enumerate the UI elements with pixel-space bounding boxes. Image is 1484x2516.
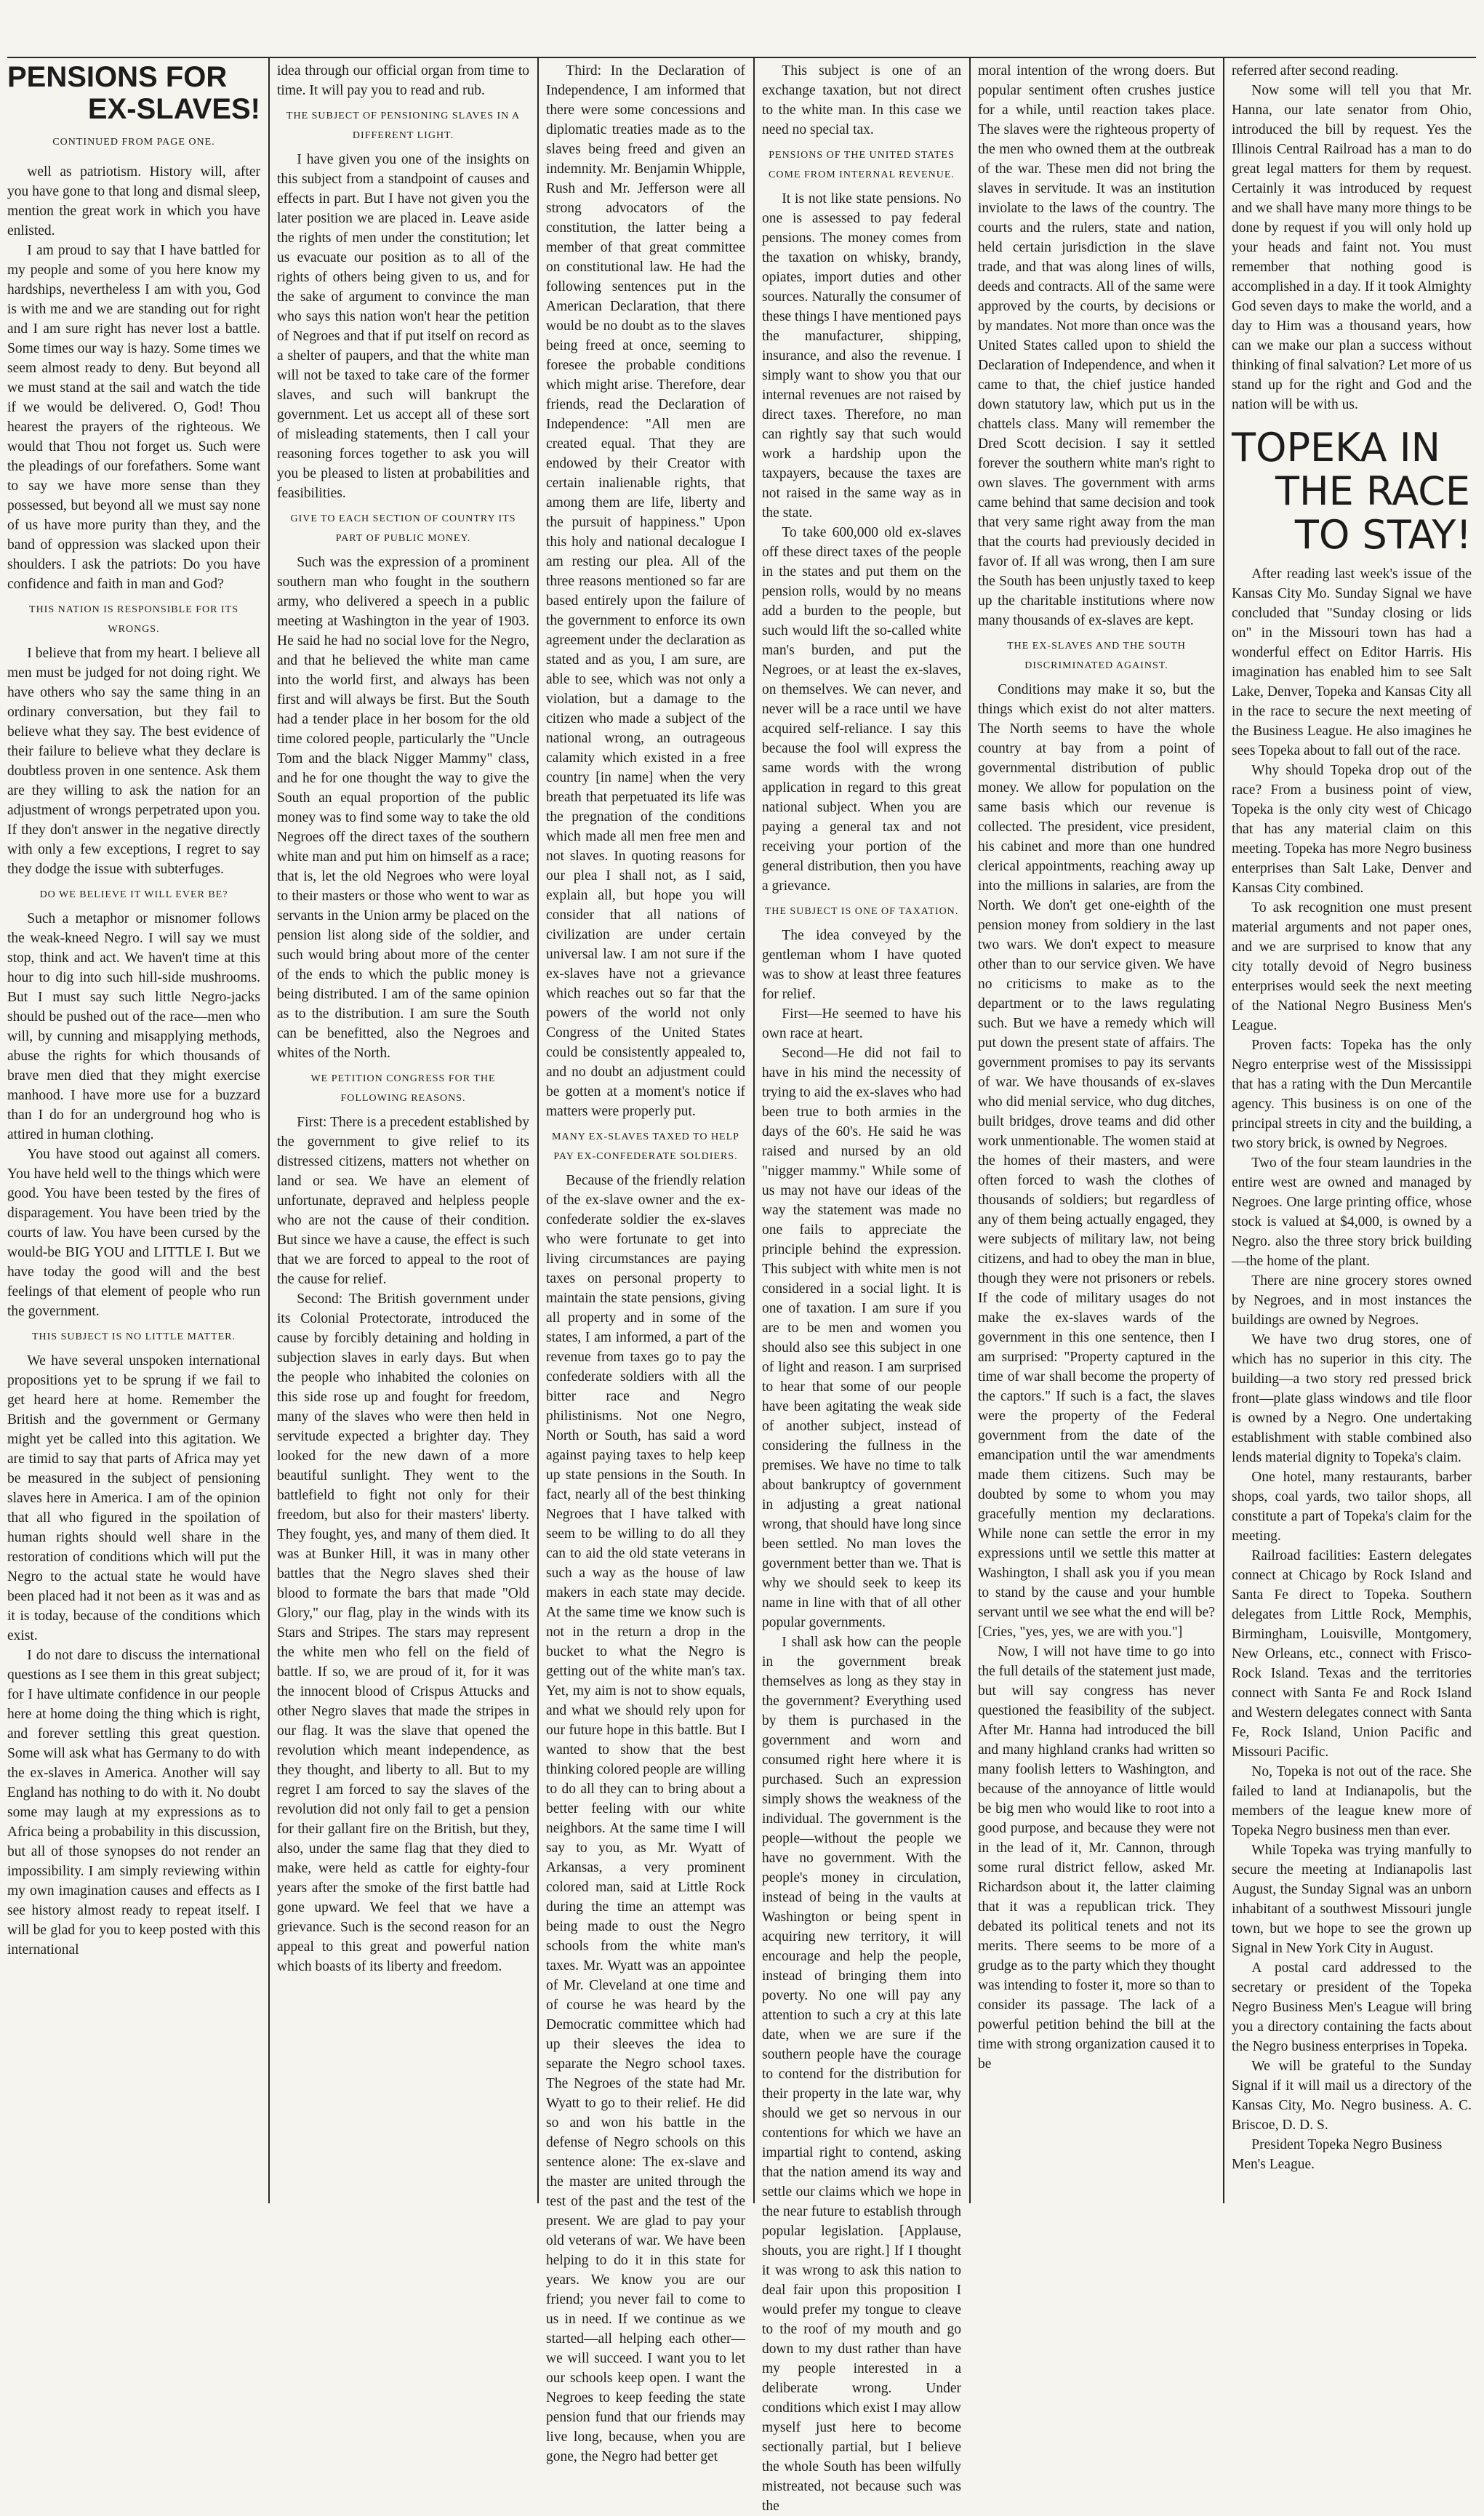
paragraph: I shall ask how can the people in the government break themselves as long as they stay in the government? Everything used by them is purchased in the government and worn and consumed right here where it is purchased. Such an expression simply shows the weakness of the individual. The government is the people—without the people we have no government. With the people's money in circulation, instead of being in the vaults at Washington or being spent in acquiring new territory, it will encourage and help the people, instead of bringing them into poverty. No one will pay any attention to such a cry at this late date, when we are sure if the southern people have the courage to contend for the distribution for their property in the late war, why should we get so nervous in our contentions for which we have an impartial right to contend, asking that the nation amend its way and settle our claims which we hope in the near future to establish through popular legislation. [Applause, shouts, you are right.] If I thought it was wrong to ask this nation to deal fair upon this proposition I would prefer my tongue to cleave to the roof of my mouth and go down to my dust rather than have my people interested in a deliberate wrong. Under conditions which exist I may allow myself just here to become sectionally partial, but I believe the whole South has been wilfully mistreated, not because such was the [762,1635,961,2514]
paragraph: First: There is a precedent established by the government to give relief to its distressed citizens, matters not whether on land or sea. We have an element of unfortunate, depraved and helpless people who are not the cause of their condition. But since we have a cause, the effect is such that we are forced to appeal to the root of the cause for relief. [277,1115,529,1287]
headline-topeka-in: TOPEKA IN [1232,425,1441,470]
column-3 [539,61,753,2464]
paragraph: well as patriotism. History will, after you have gone to that long and dismal sleep, mention the great work in which you have enlisted. [7,164,260,239]
column-6 [1224,61,1479,2199]
paragraph: While Topeka was trying manfully to secure the meeting at Indianapolis last August, the Sunday Signal was an unborn inhabitant of a southwest Missouri jungle town, but we hope to see the grown up Signal in New York City in August. [1232,1843,1472,1956]
paragraph: No, Topeka is not out of the race. She failed to land at Indianapolis, but the members of the league knew more of Topeka Negro business men than ever. [1232,1764,1472,1838]
paragraph: Now, I will not have time to go into the full details of the statement just made, but will say congress has never questioned the feasibility of the subject. After Mr. Hanna had introduced the bill and many highland cranks had written so many foolish letters to Washington, and because of the annoyance of little would be big men who would like to root into a good purpose, and because they were not in the lead of it, Mr. Cannon, through some rural district fellow, asked Mr. Richardson about it, the latter claiming that it was a republican trick. They debated its political tenets and not its merits. There seems to be more of a grudge as to the party which they thought was intending to foster it, more so than to consider its passage. The lack of a powerful petition behind the bill at the time with strong organization caused it to be [978,1644,1215,2072]
paragraph: I believe that from my heart. I believe all men must be judged for not doing right. We have others who say the same thing in an ordinary conversation, but they fail to believe what they say. The best evidence of their failure to believe what they declare is doubtless proven in one sentence. Ask them are they willing to ask the nation for an adjustment of wrongs perpetrated upon you. If they don't answer in the negative directly with only a few exceptions, I regret to say they dodge the issue with subterfuges. [7,646,260,877]
paragraph: Proven facts: Topeka has the only Negro enterprise west of the Mississippi that has a rating with the Dun Mercantile agency. This business is on one of the principal streets in city and the building, a two story brick, is owned by Negroes. [1232,1038,1472,1151]
headline-the-race: THE RACE [1275,468,1471,514]
headline-ex-slaves: EX-SLAVES! [87,93,260,125]
paragraph: This subject is one of an exchange taxation, but not direct to the white man. In this case we need no special tax. [762,63,961,137]
paragraph: To ask recognition one must present material arguments and not paper ones, and we are surprised to know that any city totally devoid of Negro business enterprises would seek the next meeting of the National Negro Business Men's League. [1232,900,1472,1033]
paragraph: Now some will tell you that Mr. Hanna, our late senator from Ohio, introduced the bill by request. Yes the Illinois Central Railroad has a man to do great legal matters for them by request. Certainly it was introduced by request and we shall have many more things to be done by request if you will only hold up your heads and faint not. You must remember that nothing good is accomplished in a day. If it took Almighty God seven days to make the world, and a day to Him was a thousand years, how can we make our plan a success without thinking of final salvation? Let more of us stand up for the right and God and the nation will be with us. [1232,83,1472,412]
column-4 [755,61,968,2514]
subheading: DO WE BELIEVE IT WILL EVER BE? [39,889,228,900]
paragraph: To take 600,000 old ex-slaves off these direct taxes of the people in the states and put them on the pension rolls, would by no means add a burden to the people, but such would lift the so-called white man's burden, and put the Negroes, or at least the ex-slaves, on themselves. We can never, and never will be a race until we have acquired self-reliance. I say this because the fool will express the same words with the wrong application in regard to this great national subject. When you are paying a general tax and not receiving your portion of the general distribution, then you have a grievance. [762,525,961,894]
paragraph: Because of the friendly relation of the ex-slave owner and the ex-confederate soldier the ex-slaves who were fortunate to get into living circumstances are paying taxes on personal property to maintain the state pensions, giving all property and in some of the states, I am informed, a part of the revenue from taxes go to pay the confederate soldiers with all the bitter race and Negro philistinisms. Not one Negro, North or South, has said a word against paying taxes to help keep up state pensions in the South. In fact, nearly all of the best thinking Negroes that I have talked with seem to be willing to do all they can to aid the old state veterans in such a way as the house of law makers in each state may decide. At the same time we know such is not in the return a drop in the bucket to what the Negro is getting out of the white man's tax. Yet, my aim is not to show equals, and what we should rely upon for our future hope in this battle. But I wanted to show that the best thinking colored people are willing to do all they can to bring about a better feeling with our white neighbors. At the same time I will say to you, as Mr. Wyatt of Arkansas, a very prominent colored man, said at Little Rock during the time an attempt was being made to oust the Negro schools from the white man's taxes. Mr. Wyatt was an appointee of Mr. Cleveland at one time and of course he was heard by the Democratic committee which had up their sleeves the idea to separate the Negro school taxes. The Negroes of the state had Mr. Wyatt to go to their relief. He did so and won his battle in the defense of Negro schools on this sentence alone: The ex-slave and the master are united through the test of the past and the test of the present. We are glad to pay your old veterans of war. We have been helping to do it in this state for years. We know you are our friend; you never fail to come to us in need. If we continue as we started—all helping each other—we will succeed. I want you to let our schools keep open. I want the Negroes to keep feeding the state pension fund that our friends may live long, because, when you are gone, the Negro had better get [546,1173,746,2464]
paragraph: Railroad facilities: Eastern delegates connect at Chicago by Rock Island and Santa Fe direct to Topeka. Southern delegates from Little Rock, Memphis, Birmingham, Louisville, Montgomery, New Orleans, etc., connect with Frisco-Rock Island. Texas and the territories connect with Santa Fe and Rock Island and Western delegates connect with Santa Fe, Rock Island, Union Pacific and Missouri Pacific. [1232,1548,1472,1760]
subheading: THIS SUBJECT IS NO LITTLE MATTER. [31,1331,236,1342]
continued-note: CONTINUED FROM PAGE ONE. [52,137,215,148]
paragraph: Why should Topeka drop out of the race? From a business point of view, Topeka is the only city west of Chicago that has any material claim on this meeting. Topeka has more Negro business enterprises than Salt Lake, Denver and Kansas City combined. [1232,763,1472,896]
subheading: PENSIONS OF THE UNITED STATES COME FROM INTERNAL REVENUE. [769,150,955,180]
paragraph: I am proud to say that I have battled for my people and some of you here know my hardships, nevertheless I am with you, God is with me and we are standing out for right and I am sure right has never lost a battle. Some times our way is hazy. Some times we seem almost ready to deny. But beyond all we must stand at the sail and watch the tide if we would be delivered. O, God! Thou hearest the prayers of the righteous. We would that Thou not forget us. Such were the pleadings of our forefathers. Some want to say we have more sense than they possessed, but beyond all we must say none of us have more purity than they, and the band of oppression was slacked upon their shoulders. I ask the patriots: Do you have confidence and faith in man and God? [7,243,260,592]
paragraph: You have stood out against all comers. You have held well to the things which were good. You have been tested by the fires of disparagement. You have been tried by the courts of law. You have been cursed by the would-be BIG YOU and LITTLE I. But we have today the good will and the best feelings of that element of people who run the government. [7,1147,260,1319]
paragraph: There are nine grocery stores owned by Negroes, and in most instances the buildings are owned by Negroes. [1232,1273,1472,1328]
paragraph: One hotel, many restaurants, barber shops, coal yards, two tailor shops, all constitute a part of Topeka's claim for the meeting. [1232,1470,1472,1544]
paragraph: I do not dare to discuss the international questions as I see them in this great subject; for I have ultimate confidence in our people here at home doing the thing which is right, and forever settling this great question. Some will ask what has Germany to do with the ex-slaves in America. Another will say England has nothing to do with it. No doubt some may laugh at my expressions as to Africa being a probability in this discussion, but all of those synopses do not render an impossibility. I am simply reviewing within my own imagination causes and effects as I see history almost ready to repeat itself. I will be glad for you to keep posted with this international [7,1648,260,1958]
subheading: THE SUBJECT IS ONE OF TAXATION. [764,906,959,917]
signature: President Topeka Negro Business Men's League. [1232,2137,1443,2172]
paragraph: Second—He did not fail to have in his mind the necessity of trying to aid the ex-slaves who had been true to both armies in the days of the 60's. He said he was raised and nursed by an old "nigger mammy." While some of us may not have our ideas of the way the statement was made no one fails to appreciate the principle behind the expression. This subject with white men is not considered in a social light. It is one of taxation. I am sure if you are to be men and women you should also see this subject in one of light and reason. I am surprised to hear that some of our people have been agitating the weak side of another subject, instead of considering the fullness in the premises. We have no time to talk about bankruptcy of government in adjusting a great national wrong, that should have long since been settled. No man loves the government better than we. That is why we should seek to keep its name in line with that of all other popular governments. [762,1046,961,1630]
paragraph: The idea conveyed by the gentleman whom I have quoted was to show at least three features for relief. [762,928,961,1002]
column-5 [971,61,1222,2199]
paragraph: Two of the four steam laundries in the entire west are owned and managed by Negroes. One large printing office, whose stock is valued at $4,000, is owned by a Negro. also the three story brick building—the home of the plant. [1232,1155,1472,1269]
subheading: THE EX-SLAVES AND THE SOUTH DISCRIMINATED AGAINST. [1007,641,1186,671]
paragraph: We will be grateful to the Sunday Signal if it will mail us a directory of the Kansas City, Mo. Negro business. A. C. Briscoe, D. D. S. [1232,2059,1472,2133]
column-2 [270,61,537,2199]
top-rule [7,57,1476,58]
paragraph: idea through our official organ from time to time. It will pay you to read and rub. [277,63,529,98]
paragraph: First—He seemed to have his own race at heart. [762,1006,961,1041]
column-1 [0,61,268,2199]
paragraph: We have several unspoken international propositions yet to be sprung if we fail to get heard here at home. Remember the British and the government or Germany might yet be called into this agitation. We are timid to say that parts of Africa may yet be measured in the subject of pensioning slaves here in America. I am of the opinion that all who figured in the spoilation of human rights should well share in the restoration of conditions which will put the Negro to the actual state he would have been placed had it not been as it was and as it is today, because of the conditions which exist. [7,1353,260,1643]
paragraph: Such a metaphor or misnomer follows the weak-kneed Negro. I will say we must stop, think and act. We haven't time at this hour to dig into such hill-side mushrooms. But I must say such little Negro-jacks should be pushed out of the race—men who will, by cunning and misapplying methods, abuse the rights for which thousands of brave men died that they might exercise manhood. I have more use for a buzzard than I do for an underground hog who is attired in human clothing. [7,911,260,1142]
subheading: THIS NATION IS RESPONSIBLE FOR ITS WRONGS. [29,604,238,635]
paragraph: Such was the expression of a prominent southern man who fought in the southern army, who delivered a speech in a public meeting at Washington in the year of 1903. He said he had no social love for the Negro, and that he believed the white man came into the world first, and always has been first and will always be first. But the South had a tender place in her bosom for the old time colored people, particularly the "Uncle Tom and the black Nigger Mammy" class, and he for one thought the way to give the South an equal proportion of the public money was to find some way to take the old Negroes off the direct taxes of the southern white man and put him on himself as a race; that is, let the old Negroes who were loyal to their masters or those who went to war as servants in the Union army be placed on the pension list along side of the soldier, and such would bring about more of the center of the ends to which the public money is being distributed. I am of the same opinion as to the distribution. I am sure the South can be benefitted, also the Negroes and whites of the North. [277,555,529,1061]
paragraph: I have given you one of the insights on this subject from a standpoint of causes and effects in part. But I have not given you the later position we are placed in. Leave aside the rights of men under the constitution; let us evacuate our position as to all of the rights of others being given to us, and for the sake of argument to convince the man who says this nation won't hear the petition of Negroes and that if put itself on record as a shelter of paupers, and that the white man will not be taxed to take care of the former slaves, and such will bankrupt the government. Let us accept all of these sort of misleading statements, then I call your reasoning forces together to ask you will you be pleased to listen at probabilities and feasibilities. [277,152,529,501]
paragraph: Conditions may make it so, but the things which exist do not alter matters. The North seems to have the whole country at bay from a point of governmental distribution of public money. We allow for population on the same basis which our revenue is collected. The president, vice president, his cabinet and more than one hundred clerical appointments, reaching away up into the millions in salaries, are from the North. We don't get one-eighth of the pension money from soldiery in the last two wars. We don't expect to measure other than to our service given. We have no criticisms to make as to the department or to the laws regulating such. But we have a remedy which will put down the present state of affairs. The government promises to pay its servants of war. We have thousands of ex-slaves who did menial service, who dug ditches, built bridges, drove teams and did other work unmentionable. The women staid at the homes of their masters, and were often forced to wash the clothes of thousands of soldiers; but regardless of any of them being actually engaged, they were subjects of military law, not being citizens, and had to obey the man in blue, though they were not prisoners or rebels. If the code of military usages do not make the ex-slaves wards of the government in this one sentence, then I am surprised: "Property captured in the time of war shall become the property of the captors." If such is a fact, the slaves were the property of the Federal government from the date of the emancipation until the war amendments made them citizens. Such may be doubted by some to whom you may gracefully mention my declarations. While none can settle the error in my expressions until we settle this matter at Washington, I shall ask you if you mean to stand by the cause and your humble servant until we see what the end will be? [Cries, "yes, yes, we are with you."] [978,682,1215,1640]
paragraph: referred after second reading. [1232,63,1399,79]
subheading: THE SUBJECT OF PENSIONING SLAVES IN A DIFFERENT LIGHT. [286,111,521,141]
paragraph: We have two drug stores, one of which has no superior in this city. The building—a two story red pressed brick front—plate glass windows and tile floor is owned by a Negro. One undertaking establishment with stable combined also lends material dignity to Topeka's claim. [1232,1332,1472,1465]
headline-pensions: PENSIONS FOR [7,61,228,93]
subheading: MANY EX-SLAVES TAXED TO HELP PAY EX-CONFEDERATE SOLDIERS. [552,1131,739,1162]
paragraph: moral intention of the wrong doers. But popular sentiment often crushes justice for a while, until reaction takes place. The slaves were the righteous property of the men who owned them at the outbreak of the war. These men did not bring the slaves in servitude. It was an institution inviolate to the laws of the country. The courts and the rulers, state and nation, held certain jurisdiction in the slave trade, and that was along lines of wills, deeds and contracts. All of the same were approved by the courts, by decisions or by mandates. Not more than once was the United States called upon to shield the Declaration of Independence, and when it came to that, the chief justice handed down statutory law, which put us in the chattels class. Many will remember the Dred Scott decision. I say it settled forever the southern white man's right to own slaves. The government with arms came behind that same decision and took that very same right away from the man that the courts had previously decided in favor of. If all was wrong, then I am sure the South has been unjustly taxed to keep up the charitable institutions where now many thousands of ex-slaves are kept. [978,63,1215,628]
paragraph: Second: The British government under its Colonial Protectorate, introduced the cause by forcibly detaining and holding in subjection slaves in early days. But when the people who inhabited the colonies on this side rose up and fought for freedom, many of the slaves who were then held in servitude expected a brighter day. They looked for the new dawn of a more beautiful sunlight. They went to the battlefield to fight not only for their freedom, but also for their masters' liberty. They fought, yes, and many of them died. It was at Bunker Hill, it was in many other battles that the Negro slaves shed their blood to formate the bars that made "Old Glory," our flag, play in the winds with its Stars and Stripes. The stars may represent the white men who fell on the field of battle. If so, we are proud of it, for it was the innocent blood of Crispus Attucks and other Negro slaves that made the stripes in our flag. It was the slave that opened the revolution which meant independence, as they thought, and liberty to all. But to my regret I am forced to say the slaves of the revolution did not only fail to get a pension for their gallant fire on the British, but they, also, under the same flag that they died to make, were held as cattle for eighty-four years after the smoke of the first battle had gone upward. We feel that we have a grievance. Such is the second reason for an appeal to this great and powerful nation which boasts of its liberty and freedom. [277,1291,529,1974]
subheading: WE PETITION CONGRESS FOR THE FOLLOWING REASONS. [310,1073,496,1104]
subheading: GIVE TO EACH SECTION OF COUNTRY ITS PART OF PUBLIC MONEY. [290,513,516,544]
headline-to-stay: TO STAY! [1294,512,1472,558]
paragraph: After reading last week's issue of the Kansas City Mo. Sunday Signal we have concluded that "Sunday closing or lids on" in the Missouri town has had a wonderful effect on Editor Harris. His imagination has enabled him to see Salt Lake, Denver, Topeka and Kansas City all in the race to secure the next meeting of the Business League. He also imagines he sees Topeka about to fall out of the race. [1232,566,1472,758]
paragraph: A postal card addressed to the secretary or president of the Topeka Negro Business Men's League will bring you a directory containing the facts about the Negro business enterprises in Topeka. [1232,1960,1472,2054]
paragraph: Third: In the Declaration of Independence, I am informed that there were some concessions and diplomatic treaties made as to the slaves being freed and given an indemnity. Mr. Benjamin Whipple, Rush and Mr. Jefferson were all strong advocators of the constitution, the latter being a member of that great committee on constitutional law. He had the following sentences put in the American Declaration, that there would be no doubt as to the slaves being freed at once, seeming to foresee the probable conditions which might arise. Therefore, dear friends, read the Declaration of Independence: "All men are created equal. That they are endowed by their Creator with certain inalienable rights, that among them are life, liberty and the pursuit of happiness." Upon this holy and national decalogue I am resting our plea. All of the three reasons mentioned so far are based entirely upon the failure of the government to enforce its own agreement under the declaration as stated and as you, I am sure, are able to see, which was not only a violation, but a damage to the citizen who made a subject of the national wrong, an outrageous calamity which existed in a free country [in name] when the very breath that perpetuated its life was the pregnation of the conditions which made all men free men and not slaves. In quoting reasons for our plea I shall not, as I said, explain all, but hope you will consider that all nations of civilization are under certain universal law. I am not sure if the ex-slaves have not a grievance which reaches out so far that the powers of the world not only Congress of the United States could be consistently appealed to, and no doubt an adjustment could be gotten at a moment's notice if matters were properly put. [546,63,745,1119]
paragraph: It is not like state pensions. No one is assessed to pay federal pensions. The money comes from the taxation on whisky, brandy, opiates, import duties and other sources. Naturally the consumer of these things I have mentioned pays the manufacturer, shipping, insurance, and also the revenue. I simply want to show you that our internal revenues are not raised by direct taxes. Therefore, no man can rightly say that such would work a hardship upon the taxpayers, because the taxes are not raised in the same way as in the state. [762,191,961,521]
